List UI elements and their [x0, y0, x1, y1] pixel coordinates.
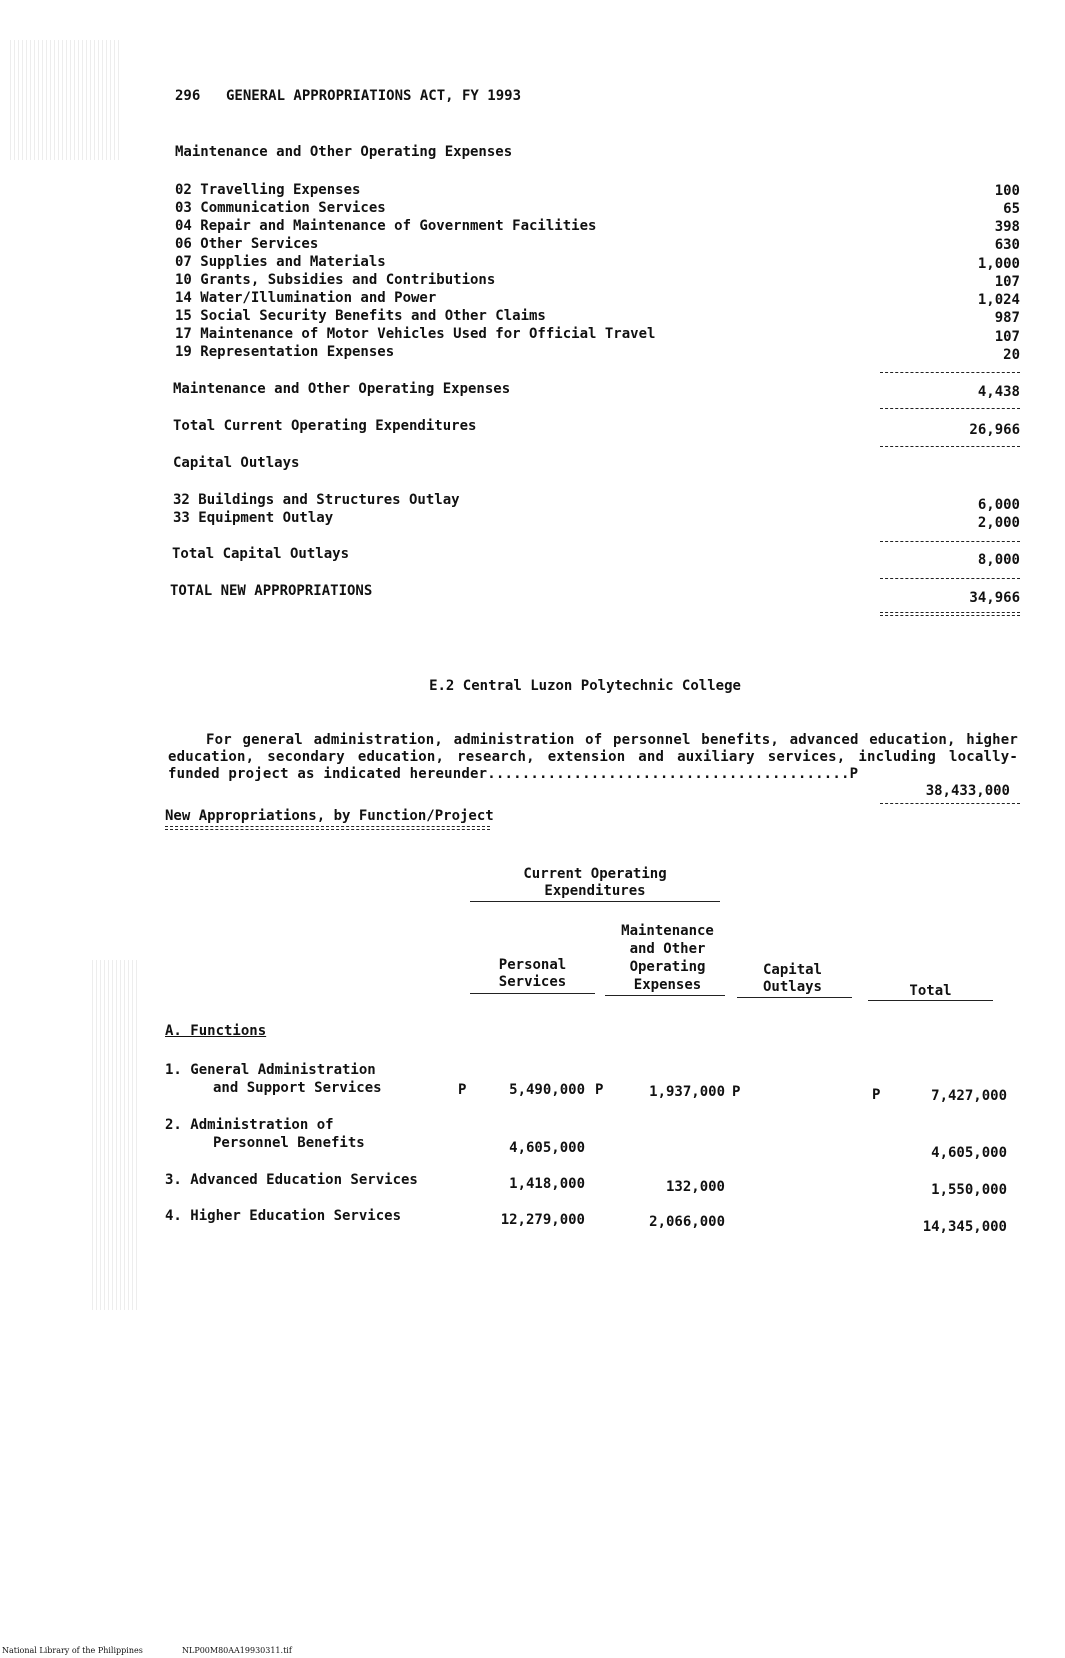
section-subheading: New Appropriations, by Function/Project — [165, 808, 494, 824]
group-header-rule — [470, 901, 720, 902]
capital-item-value: 2,000 — [977, 515, 1020, 531]
subtotal-rule — [880, 446, 1020, 447]
subtotal-rule — [880, 372, 1020, 373]
mooe-item-value: 107 — [994, 329, 1020, 345]
mooe-item-value: 398 — [994, 219, 1020, 235]
current-total-label: Total Current Operating Expenditures — [173, 418, 477, 434]
cell-total: 1,550,000 — [931, 1182, 1007, 1198]
col-header-rule — [737, 997, 852, 998]
row-label: 4. Higher Education Services — [165, 1208, 402, 1224]
capital-total-value: 8,000 — [977, 552, 1020, 568]
row-label: 3. Advanced Education Services — [165, 1172, 418, 1188]
mooe-item-value: 1,024 — [977, 292, 1020, 308]
capital-total-label: Total Capital Outlays — [172, 546, 350, 562]
currency-symbol: P — [458, 1082, 467, 1098]
grand-total-label: TOTAL NEW APPROPRIATIONS — [170, 583, 373, 599]
mooe-item-label: 17 Maintenance of Motor Vehicles Used for Official Travel — [175, 326, 656, 342]
col-header-mooe: Maintenance and Other Operating Expenses — [621, 923, 714, 993]
row-label: Personnel Benefits — [213, 1135, 365, 1151]
page-number: 296 — [175, 88, 201, 104]
col-header-total: Total — [909, 983, 952, 999]
scan-noise — [10, 40, 120, 160]
mooe-item-label: 07 Supplies and Materials — [175, 254, 386, 270]
mooe-item-label: 03 Communication Services — [175, 200, 386, 216]
col-header-rule — [868, 1000, 993, 1001]
section-paragraph-amount: 38,433,000 — [925, 783, 1010, 799]
cell-personal: 4,605,000 — [509, 1140, 585, 1156]
mooe-item-label: 06 Other Services — [175, 236, 319, 252]
paragraph-amount-rule — [880, 803, 1020, 804]
cell-personal: 1,418,000 — [509, 1176, 585, 1192]
col-header-rule — [605, 995, 725, 996]
row-label: and Support Services — [213, 1080, 382, 1096]
subheading-double-rule — [165, 826, 490, 830]
mooe-item-label: 02 Travelling Expenses — [175, 182, 361, 198]
grand-total-value: 34,966 — [969, 590, 1020, 606]
row-label: 1. General Administration — [165, 1062, 376, 1078]
mooe-total-label: Maintenance and Other Operating Expenses — [173, 381, 511, 397]
mooe-item-label: 10 Grants, Subsidies and Contributions — [175, 272, 496, 288]
grand-total-double-rule — [880, 612, 1020, 616]
col-header-personal: Personal Services — [498, 957, 567, 990]
mooe-item-label: 19 Representation Expenses — [175, 344, 395, 360]
mooe-item-value: 65 — [1003, 201, 1020, 217]
footer-library: National Library of the Philippines — [2, 1646, 143, 1655]
cell-total: 4,605,000 — [931, 1145, 1007, 1161]
currency-symbol: P — [595, 1082, 604, 1098]
mooe-heading: Maintenance and Other Operating Expenses — [175, 144, 513, 160]
group-header: Current Operating Expenditures — [523, 866, 667, 899]
row-label: 2. Administration of — [165, 1117, 334, 1133]
cell-total: 7,427,000 — [931, 1088, 1007, 1104]
mooe-item-label: 04 Repair and Maintenance of Government Facilities — [175, 218, 597, 234]
footer-file: NLP00M80AA19930311.tif — [182, 1646, 292, 1655]
mooe-item-value: 107 — [994, 274, 1020, 290]
mooe-item-value: 1,000 — [977, 256, 1020, 272]
capital-item-label: 32 Buildings and Structures Outlay — [173, 492, 460, 508]
cell-personal: 12,279,000 — [500, 1212, 585, 1228]
subtotal-rule — [880, 408, 1020, 409]
cell-mooe: 132,000 — [665, 1179, 725, 1195]
mooe-total-value: 4,438 — [977, 384, 1020, 400]
mooe-item-label: 14 Water/Illumination and Power — [175, 290, 437, 306]
section-paragraph — [168, 732, 1018, 783]
scan-noise — [92, 960, 140, 1310]
cell-mooe: 1,937,000 — [649, 1084, 725, 1100]
currency-symbol: P — [872, 1087, 881, 1103]
subtotal-rule — [880, 541, 1020, 542]
mooe-item-value: 100 — [994, 183, 1020, 199]
page-header-title: GENERAL APPROPRIATIONS ACT, FY 1993 — [226, 88, 522, 104]
mooe-item-value: 20 — [1003, 347, 1020, 363]
table-section-label: A. Functions — [165, 1023, 267, 1039]
subtotal-rule — [880, 578, 1020, 579]
cell-personal: 5,490,000 — [509, 1082, 585, 1098]
mooe-item-value: 630 — [994, 237, 1020, 253]
cell-mooe: 2,066,000 — [649, 1214, 725, 1230]
currency-symbol: P — [732, 1084, 741, 1100]
section-paragraph-text: For general administration, administration of personnel benefits, advanced education, higher education, secondary education, research, extension and auxiliary services, including locally-funded project as indicated hereunder..........................................P — [168, 732, 1018, 782]
cell-total: 14,345,000 — [922, 1219, 1007, 1235]
col-header-capital: Capital Outlays — [762, 962, 822, 995]
capital-heading: Capital Outlays — [173, 455, 300, 471]
capital-item-label: 33 Equipment Outlay — [173, 510, 334, 526]
capital-item-value: 6,000 — [977, 497, 1020, 513]
current-total-value: 26,966 — [969, 422, 1020, 438]
col-header-rule — [470, 993, 595, 994]
mooe-item-value: 987 — [994, 310, 1020, 326]
section-title: E.2 Central Luzon Polytechnic College — [429, 678, 741, 694]
mooe-item-label: 15 Social Security Benefits and Other Claims — [175, 308, 546, 324]
